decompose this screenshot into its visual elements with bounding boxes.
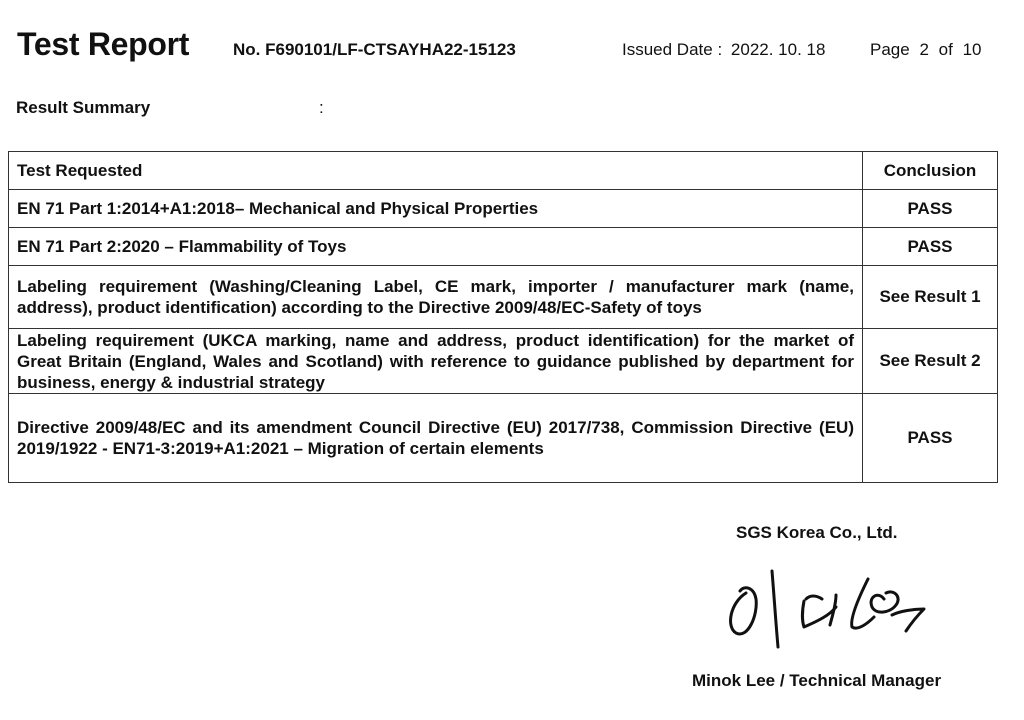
table-row: [9, 190, 998, 228]
conclusion-cell: See Result 2: [863, 329, 998, 394]
conclusion-cell: PASS: [863, 228, 998, 266]
result-summary-colon: :: [319, 98, 324, 117]
page-of: of: [938, 40, 953, 59]
table-header-row: [9, 152, 998, 190]
test-requested-cell: Directive 2009/48/EC and its amendment Council Directive (EU) 2017/738, Commission Directive (EU) 2019/1922 - EN71-3:2019+A1:2021 – Migration of certain elements: [9, 394, 863, 483]
table-row: [9, 228, 998, 266]
result-summary-table: [8, 151, 998, 483]
page-number: [870, 40, 986, 60]
page-total: 10: [962, 40, 982, 59]
page-label: Page: [870, 40, 910, 59]
issued-date-label: Issued Date :: [622, 40, 723, 59]
header-conclusion: Conclusion: [863, 152, 998, 190]
table-row: [9, 394, 998, 483]
test-requested-cell: Labeling requirement (UKCA marking, name and address, product identification) for the market of Great Britain (England, Wales and Scotland) with reference to guidance published by department for business, energy & industrial strategy: [9, 329, 863, 394]
conclusion-cell: See Result 1: [863, 266, 998, 329]
signature-icon: [718, 565, 938, 660]
result-summary-label: Result Summary: [16, 98, 151, 117]
test-requested-cell: EN 71 Part 1:2014+A1:2018– Mechanical and Physical Properties: [9, 190, 863, 228]
test-requested-cell: EN 71 Part 2:2020 – Flammability of Toys: [9, 228, 863, 266]
page-current: 2: [919, 40, 929, 59]
conclusion-cell: PASS: [863, 190, 998, 228]
company-name: SGS Korea Co., Ltd.: [736, 523, 898, 542]
header-test-requested: Test Requested: [9, 152, 863, 190]
conclusion-cell: PASS: [863, 394, 998, 483]
table-row: [9, 329, 998, 394]
table-row: [9, 266, 998, 329]
issued-date-value: 2022. 10. 18: [730, 40, 826, 59]
report-title: Test Report: [17, 26, 190, 62]
issued-date: [622, 40, 825, 60]
report-number: No. F690101/LF-CTSAYHA22-15123: [233, 40, 516, 59]
test-requested-cell: Labeling requirement (Washing/Cleaning Label, CE mark, importer / manufacturer mark (name, address), product identification) according to the Directive 2009/48/EC-Safety of toys: [9, 266, 863, 329]
signer-name-title: Minok Lee / Technical Manager: [692, 671, 942, 690]
